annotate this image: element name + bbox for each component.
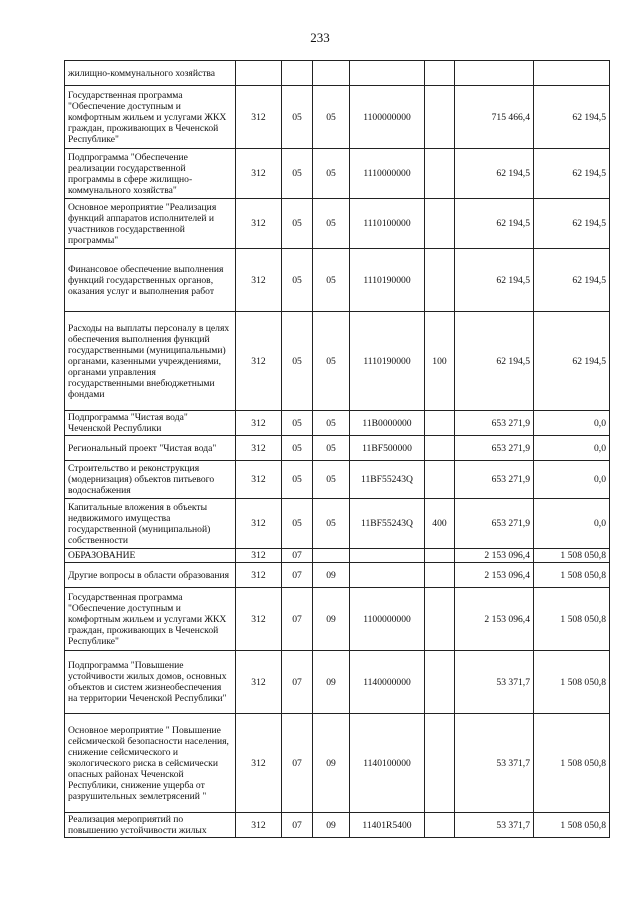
row-amount-1: 53 371,7 — [455, 714, 534, 813]
row-amount-1: 2 153 096,4 — [455, 588, 534, 651]
row-name: Государственная программа "Обеспечение доступным и комфортным жильем и услугами ЖКХ граждан, проживающих в Чеченской Республике" — [65, 86, 236, 149]
row-target-article: 11B0000000 — [350, 411, 425, 436]
row-grbs: 312 — [236, 249, 282, 312]
row-target-article: 1100000000 — [350, 86, 425, 149]
row-section: 07 — [282, 714, 313, 813]
row-amount-1: 2 153 096,4 — [455, 549, 534, 563]
row-name: Подпрограмма "Обеспечение реализации государственной программы в сфере жилищно-коммунального хозяйства" — [65, 149, 236, 199]
row-amount-1: 653 271,9 — [455, 411, 534, 436]
row-subsection: 05 — [313, 461, 350, 499]
row-name: Реализация мероприятий по повышению устойчивости жилых — [65, 813, 236, 838]
row-section: 07 — [282, 588, 313, 651]
row-grbs: 312 — [236, 651, 282, 714]
row-amount-2: 62 194,5 — [534, 249, 610, 312]
row-amount-2: 62 194,5 — [534, 149, 610, 199]
row-subsection: 05 — [313, 436, 350, 461]
row-amount-1: 2 153 096,4 — [455, 563, 534, 588]
row-grbs: 312 — [236, 813, 282, 838]
row-name: Государственная программа "Обеспечение доступным и комфортным жильем и услугами ЖКХ граждан, проживающих в Чеченской Республике" — [65, 588, 236, 651]
row-expense-type — [425, 813, 455, 838]
row-section: 05 — [282, 461, 313, 499]
row-amount-2: 1 508 050,8 — [534, 588, 610, 651]
row-name: Финансовое обеспечение выполнения функций государственных органов, оказания услуг и выполнения работ — [65, 249, 236, 312]
row-amount-1: 62 194,5 — [455, 312, 534, 411]
row-amount-2: 0,0 — [534, 411, 610, 436]
row-target-article: 11BF500000 — [350, 436, 425, 461]
row-grbs: 312 — [236, 499, 282, 549]
row-grbs: 312 — [236, 149, 282, 199]
row-name: Подпрограмма "Повышение устойчивости жилых домов, основных объектов и систем жизнеобеспечения на территории Чеченской Республики" — [65, 651, 236, 714]
row-expense-type — [425, 86, 455, 149]
row-name: Другие вопросы в области образования — [65, 563, 236, 588]
row-subsection: 05 — [313, 199, 350, 249]
row-subsection: 09 — [313, 714, 350, 813]
table-row — [65, 813, 610, 838]
table-row — [65, 563, 610, 588]
row-grbs: 312 — [236, 436, 282, 461]
table-row — [65, 149, 610, 199]
row-subsection: 09 — [313, 563, 350, 588]
row-section: 05 — [282, 312, 313, 411]
row-grbs: 312 — [236, 714, 282, 813]
row-target-article: 1110000000 — [350, 149, 425, 199]
table-row — [65, 411, 610, 436]
row-name: Региональный проект "Чистая вода" — [65, 436, 236, 461]
row-grbs: 312 — [236, 461, 282, 499]
row-section: 05 — [282, 499, 313, 549]
table-row — [65, 461, 610, 499]
table-row — [65, 61, 610, 86]
row-subsection: 05 — [313, 411, 350, 436]
row-section: 07 — [282, 651, 313, 714]
row-amount-2: 0,0 — [534, 461, 610, 499]
row-target-article — [350, 549, 425, 563]
row-expense-type — [425, 249, 455, 312]
page-number: 233 — [310, 30, 330, 45]
table-row — [65, 549, 610, 563]
table-row — [65, 714, 610, 813]
row-amount-2: 62 194,5 — [534, 199, 610, 249]
row-section: 05 — [282, 149, 313, 199]
row-amount-1: 715 466,4 — [455, 86, 534, 149]
row-target-article — [350, 61, 425, 86]
row-expense-type — [425, 714, 455, 813]
row-amount-1: 653 271,9 — [455, 499, 534, 549]
row-target-article: 1140000000 — [350, 651, 425, 714]
row-amount-2: 0,0 — [534, 499, 610, 549]
row-amount-2: 1 508 050,8 — [534, 714, 610, 813]
row-expense-type — [425, 651, 455, 714]
row-expense-type: 100 — [425, 312, 455, 411]
row-name: ОБРАЗОВАНИЕ — [65, 549, 236, 563]
row-amount-1: 62 194,5 — [455, 199, 534, 249]
row-expense-type — [425, 563, 455, 588]
row-amount-2: 1 508 050,8 — [534, 563, 610, 588]
row-amount-2: 1 508 050,8 — [534, 813, 610, 838]
table-row — [65, 312, 610, 411]
table-row — [65, 588, 610, 651]
row-name: Основное мероприятие "Реализация функций аппаратов исполнителей и участников государственной программы" — [65, 199, 236, 249]
row-amount-2: 62 194,5 — [534, 86, 610, 149]
row-amount-2 — [534, 61, 610, 86]
row-name: Основное мероприятие " Повышение сейсмической безопасности населения, снижение сейсмического и экологического риска в сейсмически опасных районах Чеченской Республики, снижение ущерба от разрушительных землетрясений " — [65, 714, 236, 813]
row-grbs: 312 — [236, 86, 282, 149]
row-amount-1: 62 194,5 — [455, 149, 534, 199]
row-amount-1: 653 271,9 — [455, 436, 534, 461]
table-body — [65, 61, 610, 838]
row-name: Подпрограмма "Чистая вода" Чеченской Республики — [65, 411, 236, 436]
table-row — [65, 499, 610, 549]
row-section: 05 — [282, 411, 313, 436]
budget-table — [64, 60, 610, 838]
row-amount-2: 62 194,5 — [534, 312, 610, 411]
row-target-article: 1140100000 — [350, 714, 425, 813]
row-expense-type — [425, 549, 455, 563]
row-section: 07 — [282, 549, 313, 563]
row-subsection: 05 — [313, 86, 350, 149]
row-amount-2: 1 508 050,8 — [534, 549, 610, 563]
row-expense-type — [425, 149, 455, 199]
row-subsection — [313, 549, 350, 563]
row-section: 05 — [282, 86, 313, 149]
row-amount-2: 1 508 050,8 — [534, 651, 610, 714]
row-amount-1: 653 271,9 — [455, 461, 534, 499]
row-amount-1: 62 194,5 — [455, 249, 534, 312]
row-grbs: 312 — [236, 312, 282, 411]
table-row — [65, 199, 610, 249]
row-section: 05 — [282, 436, 313, 461]
row-grbs: 312 — [236, 563, 282, 588]
row-section: 07 — [282, 813, 313, 838]
row-name: жилищно-коммунального хозяйства — [65, 61, 236, 86]
row-target-article — [350, 563, 425, 588]
row-expense-type — [425, 411, 455, 436]
row-target-article: 11BF55243Q — [350, 499, 425, 549]
row-section: 05 — [282, 199, 313, 249]
row-amount-1: 53 371,7 — [455, 651, 534, 714]
row-name: Капитальные вложения в объекты недвижимого имущества государственной (муниципальной) собственности — [65, 499, 236, 549]
row-expense-type — [425, 461, 455, 499]
row-name: Строительство и реконструкция (модернизация) объектов питьевого водоснабжения — [65, 461, 236, 499]
row-subsection: 05 — [313, 312, 350, 411]
row-subsection: 09 — [313, 651, 350, 714]
row-expense-type — [425, 588, 455, 651]
row-subsection — [313, 61, 350, 86]
row-section: 07 — [282, 563, 313, 588]
table-row — [65, 651, 610, 714]
row-grbs: 312 — [236, 199, 282, 249]
row-subsection: 09 — [313, 588, 350, 651]
row-section — [282, 61, 313, 86]
row-grbs: 312 — [236, 549, 282, 563]
row-target-article: 1110100000 — [350, 199, 425, 249]
table-row — [65, 249, 610, 312]
row-target-article: 11BF55243Q — [350, 461, 425, 499]
row-subsection: 05 — [313, 499, 350, 549]
row-target-article: 1110190000 — [350, 312, 425, 411]
row-section: 05 — [282, 249, 313, 312]
row-subsection: 05 — [313, 149, 350, 199]
row-amount-2: 0,0 — [534, 436, 610, 461]
table-row — [65, 86, 610, 149]
row-subsection: 09 — [313, 813, 350, 838]
row-name: Расходы на выплаты персоналу в целях обеспечения выполнения функций государственными (муниципальными) органами, казенными учреждениями, органами управления государственными внебюджетными фондами — [65, 312, 236, 411]
row-target-article: 11401R5400 — [350, 813, 425, 838]
row-target-article: 1110190000 — [350, 249, 425, 312]
row-target-article: 1100000000 — [350, 588, 425, 651]
row-expense-type — [425, 436, 455, 461]
row-amount-1: 53 371,7 — [455, 813, 534, 838]
row-expense-type — [425, 61, 455, 86]
row-grbs — [236, 61, 282, 86]
row-grbs: 312 — [236, 588, 282, 651]
table-row — [65, 436, 610, 461]
row-subsection: 05 — [313, 249, 350, 312]
row-expense-type: 400 — [425, 499, 455, 549]
row-amount-1 — [455, 61, 534, 86]
row-expense-type — [425, 199, 455, 249]
row-grbs: 312 — [236, 411, 282, 436]
